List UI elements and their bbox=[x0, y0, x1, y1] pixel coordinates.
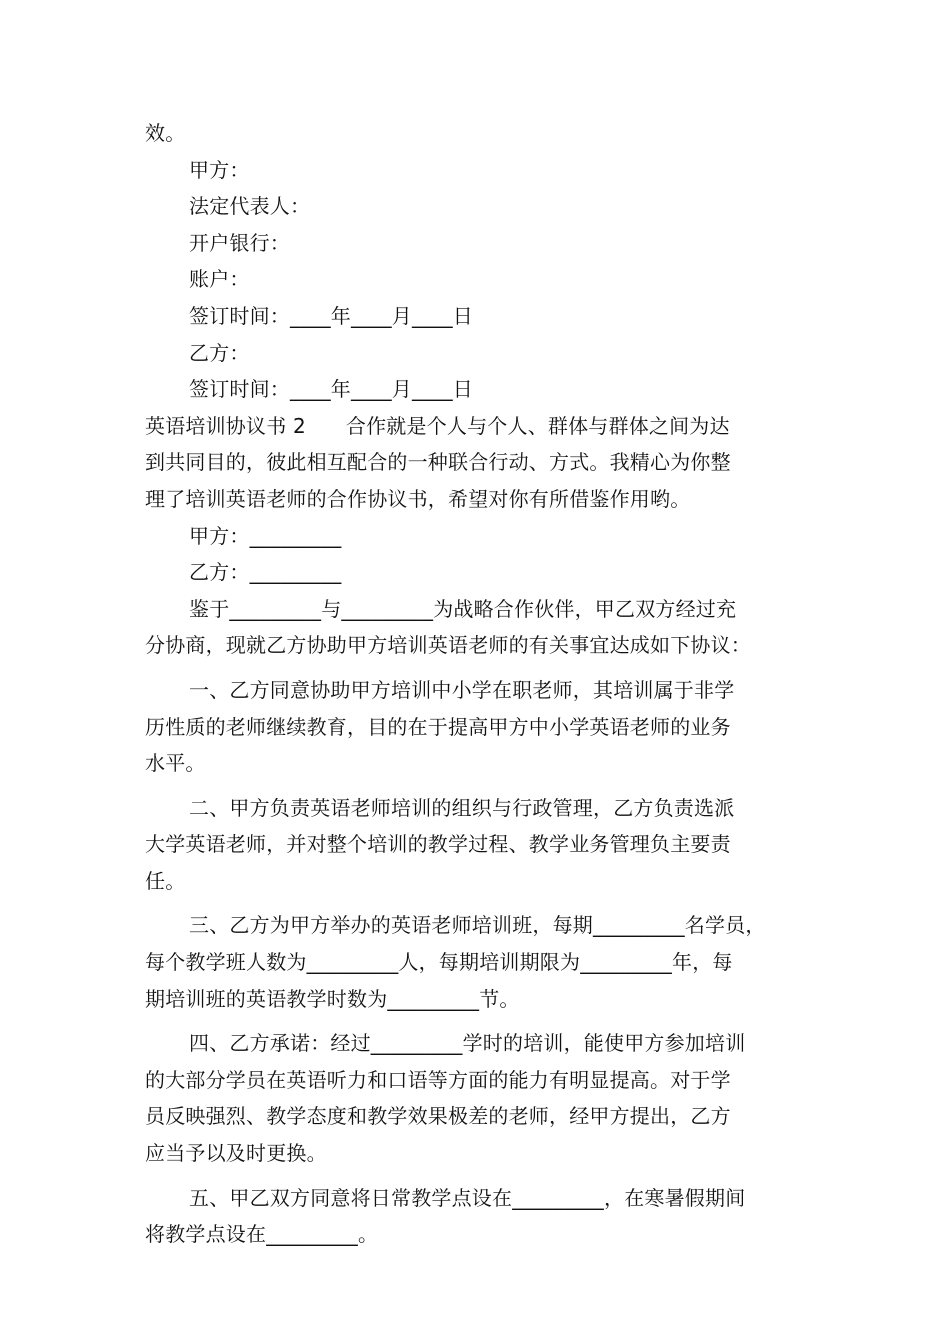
text-line: 员反映强烈、教学态度和教学效果极差的老师，经甲方提出，乙方 bbox=[145, 1104, 731, 1129]
clause-2: 二、甲方负责英语老师培训的组织与行政管理，乙方负责选派 bbox=[189, 795, 735, 820]
text-line: 将教学点设在_________。 bbox=[145, 1222, 379, 1247]
clause-3: 三、乙方为甲方举办的英语老师培训班，每期_________名学员， bbox=[189, 913, 766, 938]
text-line: 每个教学班人数为_________人，每期培训期限为_________年，每 bbox=[145, 950, 733, 975]
clause-5: 五、甲乙双方同意将日常教学点设在_________，在寒暑假期间 bbox=[189, 1185, 746, 1210]
text-line: 任。 bbox=[145, 868, 186, 893]
sign-date-b: 签订时间：____年____月____日 bbox=[189, 377, 473, 402]
clause-4: 四、乙方承诺：经过_________学时的培训，能使甲方参加培训 bbox=[189, 1031, 746, 1056]
text-line: 效。 bbox=[145, 121, 186, 145]
text-line: 水平。 bbox=[145, 751, 206, 776]
party-a-blank: 甲方：_________ bbox=[189, 523, 342, 548]
section-title: 英语培训协议书 2 bbox=[145, 413, 306, 438]
text-line: 期培训班的英语教学时数为_________节。 bbox=[145, 986, 520, 1011]
party-b-blank: 乙方：_________ bbox=[189, 560, 342, 585]
account-label: 账户： bbox=[189, 267, 250, 292]
text-line: 理了培训英语老师的合作协议书，希望对你有所借鉴作用哟。 bbox=[145, 486, 691, 511]
text-line: 分协商，现就乙方协助甲方培训英语老师的有关事宜达成如下协议： bbox=[145, 633, 751, 658]
text-line: 大学英语老师，并对整个培训的教学过程、教学业务管理负主要责 bbox=[145, 832, 731, 857]
intro-text: 合作就是个人与个人、群体与群体之间为达 bbox=[345, 413, 730, 438]
bank-label: 开户银行： bbox=[189, 230, 290, 255]
party-a-label: 甲方： bbox=[189, 157, 250, 182]
party-b-label: 乙方： bbox=[189, 340, 250, 365]
text-line: 鉴于_________与_________为战略合作伙伴，甲乙双方经过充 bbox=[189, 596, 737, 621]
sign-date-a: 签订时间：____年____月____日 bbox=[189, 303, 473, 328]
clause-1: 一、乙方同意协助甲方培训中小学在职老师，其培训属于非学 bbox=[189, 677, 735, 702]
section-title-line bbox=[145, 408, 820, 445]
text-line: 的大部分学员在英语听力和口语等方面的能力有明显提高。对于学 bbox=[145, 1067, 731, 1092]
text-line: 历性质的老师继续教育，目的在于提高甲方中小学英语老师的业务 bbox=[145, 714, 731, 739]
text-line: 到共同目的，彼此相互配合的一种联合行动、方式。我精心为你整 bbox=[145, 450, 731, 475]
legal-representative-label: 法定代表人： bbox=[189, 194, 311, 219]
text-line: 应当予以及时更换。 bbox=[145, 1141, 327, 1166]
